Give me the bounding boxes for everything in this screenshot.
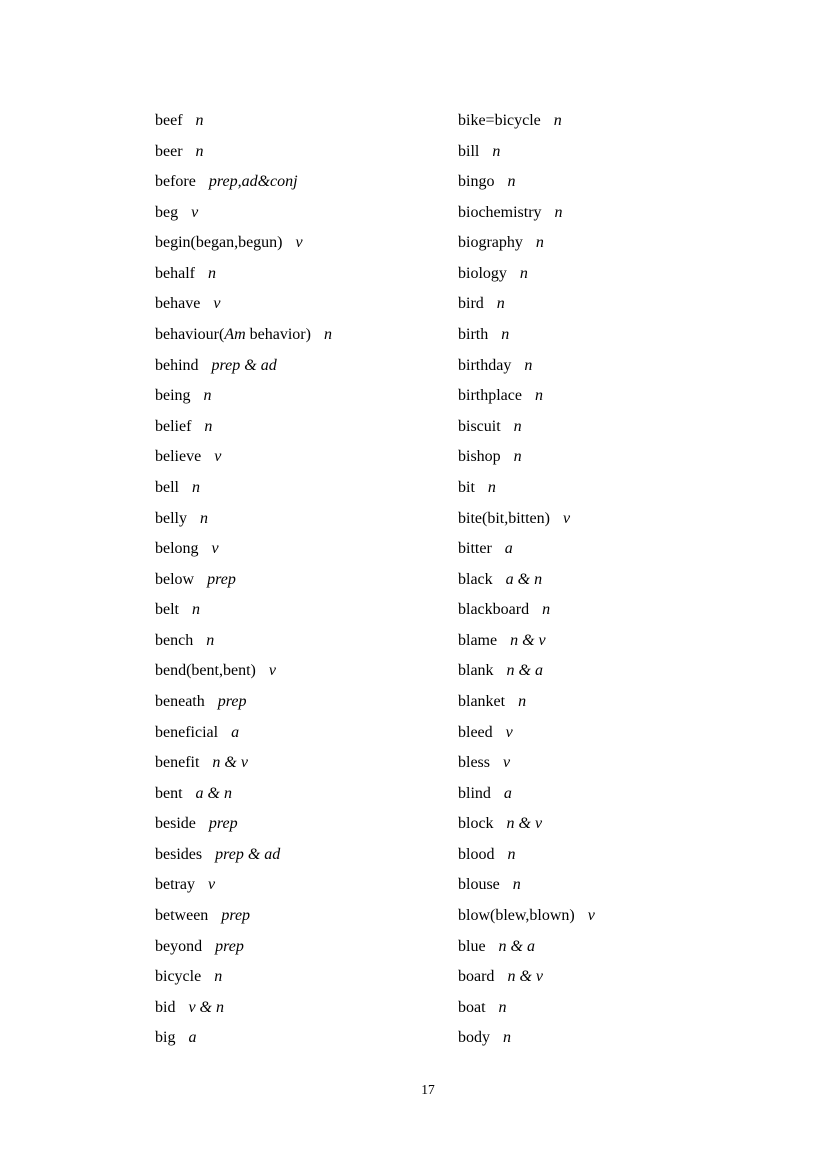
pos-tag: n <box>195 112 204 129</box>
pos-tag: n & a <box>498 937 535 955</box>
pos-tag: prep & ad <box>215 845 281 863</box>
word-entry <box>155 626 455 657</box>
word-entry <box>458 718 758 749</box>
word-entry <box>155 534 455 565</box>
word-list-left-column <box>155 106 455 1054</box>
word-text: bird <box>458 295 484 313</box>
pos-tag: v <box>505 723 513 741</box>
word-text: being <box>155 387 191 405</box>
pos-tag: n <box>513 417 522 435</box>
word-entry <box>155 870 455 901</box>
pos-tag: a & n <box>195 784 232 802</box>
pos-tag: n & v <box>212 754 248 772</box>
word-entry <box>155 1023 455 1054</box>
word-text: bleed <box>458 723 493 741</box>
word-entry <box>155 351 455 382</box>
word-entry <box>155 167 455 198</box>
word-text: believe <box>155 448 202 466</box>
pos-tag: n & a <box>506 662 543 680</box>
word-text: beneficial <box>155 723 219 741</box>
word-entry <box>155 718 455 749</box>
word-text: block <box>458 815 494 833</box>
word-text: belt <box>155 601 179 619</box>
pos-tag: n <box>487 478 496 496</box>
word-entry <box>155 198 455 229</box>
word-text: biography <box>458 234 523 252</box>
word-text: behalf <box>155 264 195 282</box>
word-text: beside <box>155 815 196 833</box>
word-text: black <box>458 570 493 588</box>
pos-tag: n & v <box>510 631 546 649</box>
word-entry <box>155 565 455 596</box>
pos-tag: prep <box>217 692 247 710</box>
word-entry <box>155 473 455 504</box>
pos-tag: n <box>519 264 528 282</box>
word-entry <box>458 809 758 840</box>
word-text: biochemistry <box>458 203 542 221</box>
word-entry <box>155 656 455 687</box>
word-entry <box>155 442 455 473</box>
pos-tag: n <box>195 142 204 160</box>
pos-tag: n <box>535 234 544 252</box>
pos-tag: v <box>503 754 511 772</box>
word-entry <box>458 595 758 626</box>
word-text: belly <box>155 509 187 527</box>
word-list-right-column <box>458 106 758 1054</box>
word-entry <box>458 259 758 290</box>
word-entry <box>458 993 758 1024</box>
word-entry <box>458 442 758 473</box>
word-text: bicycle <box>155 968 202 986</box>
word-text: body <box>458 1029 490 1047</box>
pos-tag: v <box>214 448 222 466</box>
pos-tag: n & v <box>507 968 543 986</box>
word-text: birthday <box>458 356 512 374</box>
word-text: blue <box>458 937 486 955</box>
word-entry <box>155 840 455 871</box>
pos-tag: n <box>192 601 200 619</box>
word-entry <box>155 381 455 412</box>
word-entry <box>458 473 758 504</box>
word-text: bill <box>458 142 480 160</box>
word-text: blank <box>458 662 494 680</box>
word-entry <box>458 626 758 657</box>
word-text: bitter <box>458 540 492 558</box>
word-text: bishop <box>458 448 501 466</box>
word-entry <box>155 687 455 718</box>
pos-tag: n <box>554 203 563 221</box>
pos-tag: n <box>512 876 521 894</box>
word-text: board <box>458 968 495 986</box>
word-text: behind <box>155 356 199 374</box>
page-number: 17 <box>421 1082 435 1097</box>
pos-tag: prep <box>207 570 236 588</box>
word-list <box>0 106 826 1056</box>
pos-tag: n <box>507 845 516 863</box>
word-text: birth <box>458 326 489 344</box>
pos-tag: n <box>498 998 507 1016</box>
word-entry <box>155 962 455 993</box>
pos-tag: prep <box>208 815 238 833</box>
word-entry <box>155 137 455 168</box>
word-text: blame <box>458 631 498 649</box>
word-text: bid <box>155 998 176 1016</box>
word-entry <box>458 137 758 168</box>
pos-tag: n <box>524 356 533 374</box>
pos-tag: v <box>207 876 216 894</box>
word-entry <box>458 167 758 198</box>
word-entry <box>458 687 758 718</box>
word-entry <box>458 779 758 810</box>
pos-tag: n <box>492 142 501 160</box>
word-text: betray <box>155 876 195 894</box>
word-entry <box>458 381 758 412</box>
word-entry <box>458 901 758 932</box>
word-text: biscuit <box>458 417 501 435</box>
word-text: besides <box>155 845 203 863</box>
pos-tag: v <box>562 509 571 527</box>
word-entry <box>155 228 455 259</box>
pos-tag: n <box>323 326 332 344</box>
pos-tag: a <box>188 1029 197 1047</box>
pos-tag: v & n <box>188 998 224 1016</box>
word-entry <box>155 748 455 779</box>
word-text: between <box>155 907 209 925</box>
pos-tag: n <box>513 448 522 466</box>
pos-tag: a <box>231 723 240 741</box>
word-text: bite(bit,bitten) <box>458 509 550 527</box>
pos-tag: a & n <box>505 570 543 588</box>
word-text: bingo <box>458 173 495 191</box>
word-text: beer <box>155 142 183 160</box>
word-text: big <box>155 1029 176 1047</box>
word-text: blind <box>458 784 491 802</box>
word-text: blow(blew,blown) <box>458 907 575 925</box>
word-text: beyond <box>155 937 203 955</box>
word-text: biology <box>458 264 507 282</box>
word-entry <box>155 901 455 932</box>
word-entry <box>458 840 758 871</box>
pos-tag: n <box>503 1029 511 1047</box>
pos-tag: prep <box>221 907 251 925</box>
word-text: bent <box>155 784 183 802</box>
word-entry <box>155 595 455 626</box>
word-entry <box>458 656 758 687</box>
word-text: blackboard <box>458 601 530 619</box>
word-entry <box>458 1023 758 1054</box>
pos-tag: v <box>587 907 595 925</box>
word-entry <box>458 748 758 779</box>
pos-tag: n <box>206 631 215 649</box>
pos-tag: n <box>214 968 223 986</box>
word-entry <box>458 534 758 565</box>
word-entry <box>458 106 758 137</box>
word-text: beg <box>155 203 179 221</box>
word-text: beef <box>155 112 183 129</box>
word-text: behaviour(Am behavior) <box>155 326 311 344</box>
word-text: birthplace <box>458 387 522 405</box>
word-entry <box>155 289 455 320</box>
word-entry <box>458 351 758 382</box>
pos-tag: a <box>503 784 512 802</box>
pos-tag: v <box>211 540 219 558</box>
pos-tag: v <box>191 203 199 221</box>
pos-tag: n <box>542 601 551 619</box>
pos-tag: n <box>518 692 527 710</box>
word-text: begin(began,begun) <box>155 234 283 252</box>
word-text: belong <box>155 540 199 558</box>
pos-tag: n <box>507 173 516 191</box>
pos-tag: n <box>192 478 200 496</box>
word-entry <box>458 228 758 259</box>
pos-tag: n <box>204 417 213 435</box>
word-text: blood <box>458 845 495 863</box>
word-text: bend(bent,bent) <box>155 662 256 680</box>
word-entry <box>155 259 455 290</box>
word-text: boat <box>458 998 486 1016</box>
word-entry <box>458 962 758 993</box>
pos-tag: prep <box>215 937 244 955</box>
word-entry <box>458 565 758 596</box>
word-entry <box>155 809 455 840</box>
word-entry <box>155 412 455 443</box>
word-text: bless <box>458 754 490 772</box>
pos-tag: prep,ad&conj <box>208 173 298 191</box>
pos-tag: n & v <box>506 815 543 833</box>
word-text: belief <box>155 417 192 435</box>
pos-tag: n <box>496 295 505 313</box>
word-entry <box>458 320 758 351</box>
word-entry <box>458 870 758 901</box>
pos-tag: v <box>268 662 276 680</box>
word-entry <box>458 412 758 443</box>
word-text: blouse <box>458 876 500 894</box>
pos-tag: n <box>207 264 216 282</box>
word-text: before <box>155 173 196 191</box>
pos-tag: n <box>203 387 212 405</box>
word-entry <box>458 198 758 229</box>
word-entry <box>155 504 455 535</box>
pos-tag: n <box>200 509 208 527</box>
word-entry <box>155 993 455 1024</box>
word-text: bell <box>155 478 179 496</box>
word-text: blanket <box>458 692 506 710</box>
word-entry <box>155 320 455 351</box>
word-entry <box>458 504 758 535</box>
word-entry <box>458 289 758 320</box>
pos-tag: n <box>501 326 510 344</box>
word-text: bench <box>155 631 194 649</box>
word-text: bike=bicycle <box>458 112 541 129</box>
word-text: bit <box>458 478 475 496</box>
word-entry <box>155 779 455 810</box>
word-text: below <box>155 570 195 588</box>
pos-tag: n <box>534 387 543 405</box>
word-entry <box>155 932 455 963</box>
word-entry <box>155 106 455 137</box>
word-text: beneath <box>155 692 205 710</box>
pos-tag: prep & ad <box>211 356 277 374</box>
pos-tag: a <box>504 540 513 558</box>
word-text: behave <box>155 295 201 313</box>
pos-tag: v <box>295 234 303 252</box>
pos-tag: v <box>213 295 221 313</box>
pos-tag: n <box>553 112 562 129</box>
word-text: benefit <box>155 754 200 772</box>
word-entry <box>458 932 758 963</box>
